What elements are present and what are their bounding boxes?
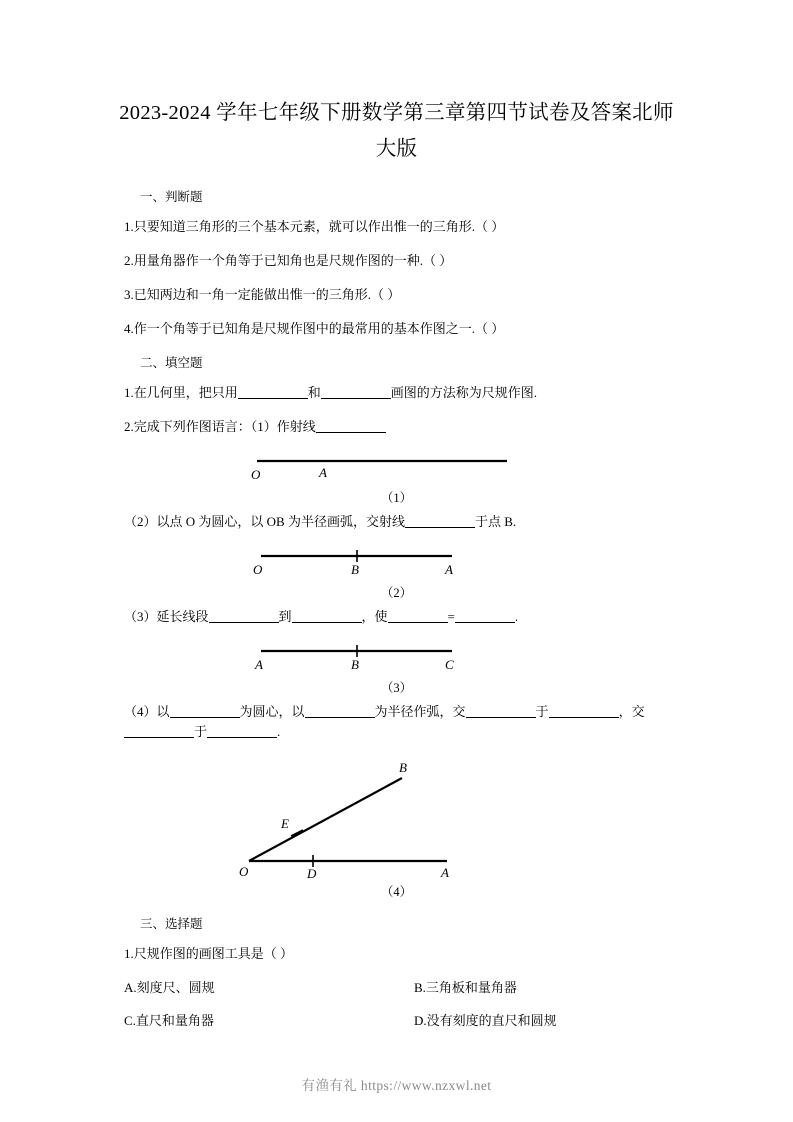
figure-2-label-o: O bbox=[252, 562, 262, 577]
question-2-2c bbox=[124, 607, 675, 627]
answer-blank bbox=[292, 608, 362, 623]
option-d[interactable]: D.没有刻度的直尺和圆规 bbox=[414, 1013, 557, 1028]
figure-3-label-a: A bbox=[254, 657, 263, 672]
figure-4 bbox=[118, 756, 675, 900]
option-c[interactable]: C.直尺和量角器 bbox=[124, 1013, 214, 1028]
figure-1-caption: （1） bbox=[380, 491, 413, 505]
option-b[interactable]: B.三角板和量角器 bbox=[414, 980, 517, 995]
question-2-2c-part-a: （3）延长线段 bbox=[124, 609, 209, 624]
answer-blank bbox=[207, 723, 277, 738]
answer-blank bbox=[238, 384, 308, 399]
question-2-2d-part-e: ，交 bbox=[618, 704, 645, 719]
figure-3-label-c: C bbox=[444, 657, 454, 672]
question-2-1-part-c: 画图的方法称为尺规作图. bbox=[390, 385, 538, 400]
section-heading-multiple-choice: 三、选择题 bbox=[140, 917, 203, 931]
figure-1-drawing bbox=[237, 451, 557, 487]
answer-blank bbox=[466, 703, 536, 718]
footer-watermark: 有渔有礼 https://www.nzxwl.net bbox=[301, 1078, 492, 1093]
figure-4-label-d: D bbox=[306, 866, 316, 881]
question-1-4: 4.作一个角等于已知角是尺规作图中的最常用的基本作图之一.（ ） bbox=[124, 321, 505, 336]
question-2-2d-part-d: 于 bbox=[535, 704, 549, 719]
answer-blank bbox=[316, 418, 386, 433]
question-2-2c-part-e: . bbox=[514, 609, 519, 624]
figure-3-label-b: B bbox=[350, 657, 359, 672]
figure-2-drawing bbox=[237, 546, 557, 582]
figure-1-label-a: A bbox=[318, 465, 327, 480]
question-2-2d-part-c: 为半径作弧，交 bbox=[374, 704, 466, 719]
figure-2 bbox=[118, 546, 675, 601]
question-2-2d-part-b: 为圆心，以 bbox=[239, 704, 305, 719]
question-1-2: 2.用量角器作一个角等于已知角也是尺规作图的一种.（ ） bbox=[124, 253, 453, 268]
figure-4-label-b: B bbox=[398, 760, 407, 775]
question-2-2d bbox=[124, 702, 675, 742]
choices-row-2 bbox=[124, 1011, 675, 1031]
question-2-2d-part-g: . bbox=[277, 724, 281, 739]
answer-blank bbox=[321, 384, 391, 399]
figure-2-caption: （2） bbox=[380, 586, 413, 600]
figure-3-drawing bbox=[237, 641, 557, 677]
answer-blank bbox=[455, 608, 515, 623]
page-title: 2023-2024 学年七年级下册数学第三章第四节试卷及答案北师大版 bbox=[119, 102, 674, 160]
question-2-2-part-a: 2.完成下列作图语言：（1）作射线 bbox=[124, 419, 316, 434]
question-2-2c-part-b: 到 bbox=[278, 609, 292, 624]
section-heading-fill-blank: 二、填空题 bbox=[140, 356, 203, 370]
section-heading-true-false: 一、判断题 bbox=[140, 190, 203, 204]
figure-2-label-a: A bbox=[444, 562, 453, 577]
figure-3 bbox=[118, 641, 675, 696]
question-2-2c-part-c: ，使 bbox=[361, 609, 388, 624]
question-2-2d-part-f: 于 bbox=[194, 724, 208, 739]
figure-1-label-o: O bbox=[250, 467, 260, 482]
answer-blank bbox=[388, 608, 448, 623]
figure-3-caption: （3） bbox=[380, 681, 413, 695]
answer-blank bbox=[305, 703, 375, 718]
answer-blank bbox=[170, 703, 240, 718]
choices-row-1 bbox=[124, 978, 675, 998]
question-2-2 bbox=[124, 417, 675, 437]
figure-4-label-o: O bbox=[238, 864, 248, 879]
question-2-1 bbox=[124, 383, 675, 403]
question-2-1-part-b: 和 bbox=[307, 385, 321, 400]
figure-4-label-e: E bbox=[280, 816, 289, 831]
question-1-3: 3.已知两边和一角一定能做出惟一的三角形.（ ） bbox=[124, 287, 401, 302]
question-2-2d-part-a: （4）以 bbox=[124, 704, 170, 719]
figure-1 bbox=[118, 451, 675, 506]
question-2-2c-part-d: = bbox=[447, 609, 455, 624]
question-3-1: 1.尺规作图的画图工具是（ ） bbox=[124, 946, 294, 961]
answer-blank bbox=[124, 723, 194, 738]
question-2-2b bbox=[124, 512, 675, 532]
answer-blank bbox=[549, 703, 619, 718]
question-2-1-part-a: 1.在几何里，把只用 bbox=[124, 385, 238, 400]
question-2-2b-part-b: 于点 B. bbox=[474, 514, 517, 529]
question-2-2b-part-a: （2）以点 O 为圆心，以 OB 为半径画弧，交射线 bbox=[124, 514, 405, 529]
figure-4-caption: （4） bbox=[380, 885, 413, 899]
figure-2-label-b: B bbox=[350, 562, 359, 577]
figure-4-label-a: A bbox=[440, 865, 449, 880]
question-1-1: 1.只要知道三角形的三个基本元素，就可以作出惟一的三角形.（ ） bbox=[124, 219, 505, 234]
option-a[interactable]: A.刻度尺、圆规 bbox=[124, 980, 215, 995]
answer-blank bbox=[209, 608, 279, 623]
document-body bbox=[0, 187, 793, 1031]
answer-blank bbox=[405, 513, 475, 528]
figure-4-drawing bbox=[227, 756, 567, 881]
